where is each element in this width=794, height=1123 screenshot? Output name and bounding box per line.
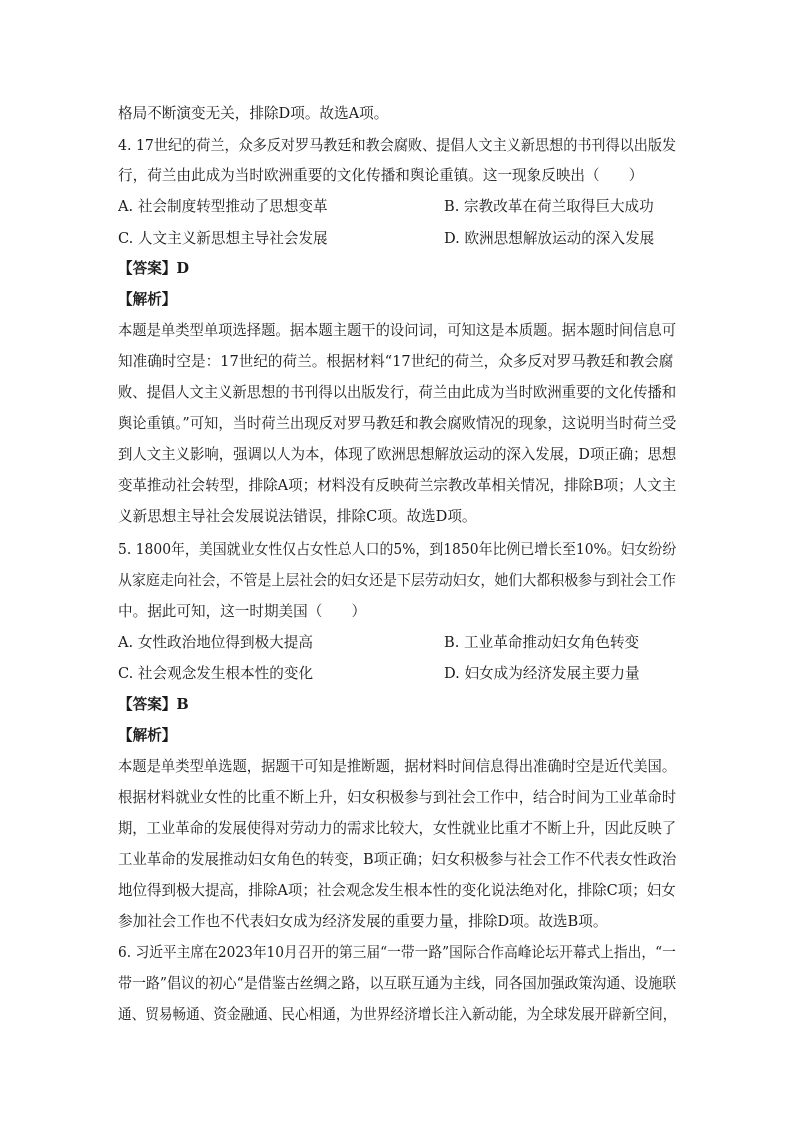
- q5-analysis-line-3: 期，工业革命的发展使得对劳动力的需求比较大，女性就业比重才不断上升，因此反映了: [118, 820, 677, 837]
- q6-stem-line-3: 通、贸易畅通、资金融通、民心相通，为世界经济增长注入新动能，为全球发展开辟新空间，: [118, 1006, 677, 1023]
- q5-stem-line-2: 从家庭走向社会，不管是上层社会的妇女还是下层劳动妇女，她们大都积极参与到社会工作: [118, 572, 676, 589]
- q5-option-b: B. 工业革命推动妇女角色转变: [444, 634, 640, 651]
- q5-analysis-line-5: 地位得到极大提高，排除A项；社会观念发生根本性的变化说法绝对化，排除C项；妇女: [118, 882, 676, 899]
- continuation-text: 格局不断演变无关，排除D项。故选A项。: [118, 105, 389, 122]
- q5-option-d: D. 妇女成为经济发展主要力量: [444, 665, 640, 682]
- q4-stem-line-1: 4. 17世纪的荷兰，众多反对罗马教廷和教会腐败、提倡人文主义新思想的书刊得以出版发: [118, 137, 677, 154]
- q4-analysis-line-4: 舆论重镇。”可知，当时荷兰出现反对罗马教廷和教会腐败情况的现象，这说明当时荷兰受: [118, 415, 677, 432]
- q4-analysis-label: 【解析】: [118, 291, 177, 308]
- q4-answer: 【答案】D: [118, 260, 190, 277]
- q4-analysis-line-3: 败、提倡人文主义新思想的书刊得以出版发行，荷兰由此成为当时欧洲重要的文化传播和: [118, 384, 677, 401]
- q4-analysis-line-6: 变革推动社会转型，排除A项；材料没有反映荷兰宗教改革相关情况，排除B项；人文主: [118, 477, 677, 494]
- q4-option-d: D. 欧洲思想解放运动的深入发展: [444, 230, 655, 247]
- q4-analysis-line-2: 知准确时空是：17世纪的荷兰。根据材料“17世纪的荷兰，众多反对罗马教廷和教会腐: [118, 353, 674, 370]
- q5-analysis-line-2: 根据材料就业女性的比重不断上升，妇女积极参与到社会工作中，结合时间为工业革命时: [118, 789, 677, 806]
- q5-stem-line-3: 中。据此可知，这一时期美国（ ）: [118, 603, 367, 620]
- q5-option-c: C. 社会观念发生根本性的变化: [118, 665, 314, 682]
- q5-analysis-line-4: 工业革命的发展推动妇女角色的转变，B项正确；妇女积极参与社会工作不代表女性政治: [118, 851, 677, 868]
- q4-analysis-line-7: 义新思想主导社会发展说法错误，排除C项。故选D项。: [118, 508, 477, 525]
- q4-analysis-line-5: 到人文主义影响，强调以人为本，体现了欧洲思想解放运动的深入发展，D项正确；思想: [118, 446, 677, 463]
- q5-stem-line-1: 5. 1800年，美国就业女性仅占女性总人口的5%，到1850年比例已增长至10%。妇女纷纷: [118, 541, 677, 558]
- q5-analysis-label: 【解析】: [118, 727, 177, 744]
- q4-option-b: B. 宗教改革在荷兰取得巨大成功: [444, 198, 654, 215]
- q6-stem-line-2: 带一路”倡议的初心“是借鉴古丝绸之路，以互联互通为主线，同各国加强政策沟通、设施联: [118, 975, 677, 992]
- q5-option-a: A. 女性政治地位得到极大提高: [118, 634, 313, 651]
- q6-stem-line-1: 6. 习近平主席在2023年10月召开的第三届“一带一路”国际合作高峰论坛开幕式上指出，“一: [118, 944, 676, 961]
- q4-analysis-line-1: 本题是单类型单项选择题。据本题主题干的设问词，可知这是本质题。据本题时间信息可: [118, 322, 677, 339]
- q5-analysis-line-1: 本题是单类型单选题，据题干可知是推断题，据材料时间信息得出准确时空是近代美国。: [118, 758, 677, 775]
- q5-answer: 【答案】B: [118, 696, 189, 713]
- q4-stem-line-2: 行，荷兰由此成为当时欧洲重要的文化传播和舆论重镇。这一现象反映出（ ）: [118, 167, 644, 184]
- q5-analysis-line-6: 参加社会工作也不代表妇女成为经济发展的重要力量，排除D项。故选B项。: [118, 913, 608, 930]
- q4-option-c: C. 人文主义新思想主导社会发展: [118, 230, 328, 247]
- q4-option-a: A. 社会制度转型推动了思想变革: [118, 198, 328, 215]
